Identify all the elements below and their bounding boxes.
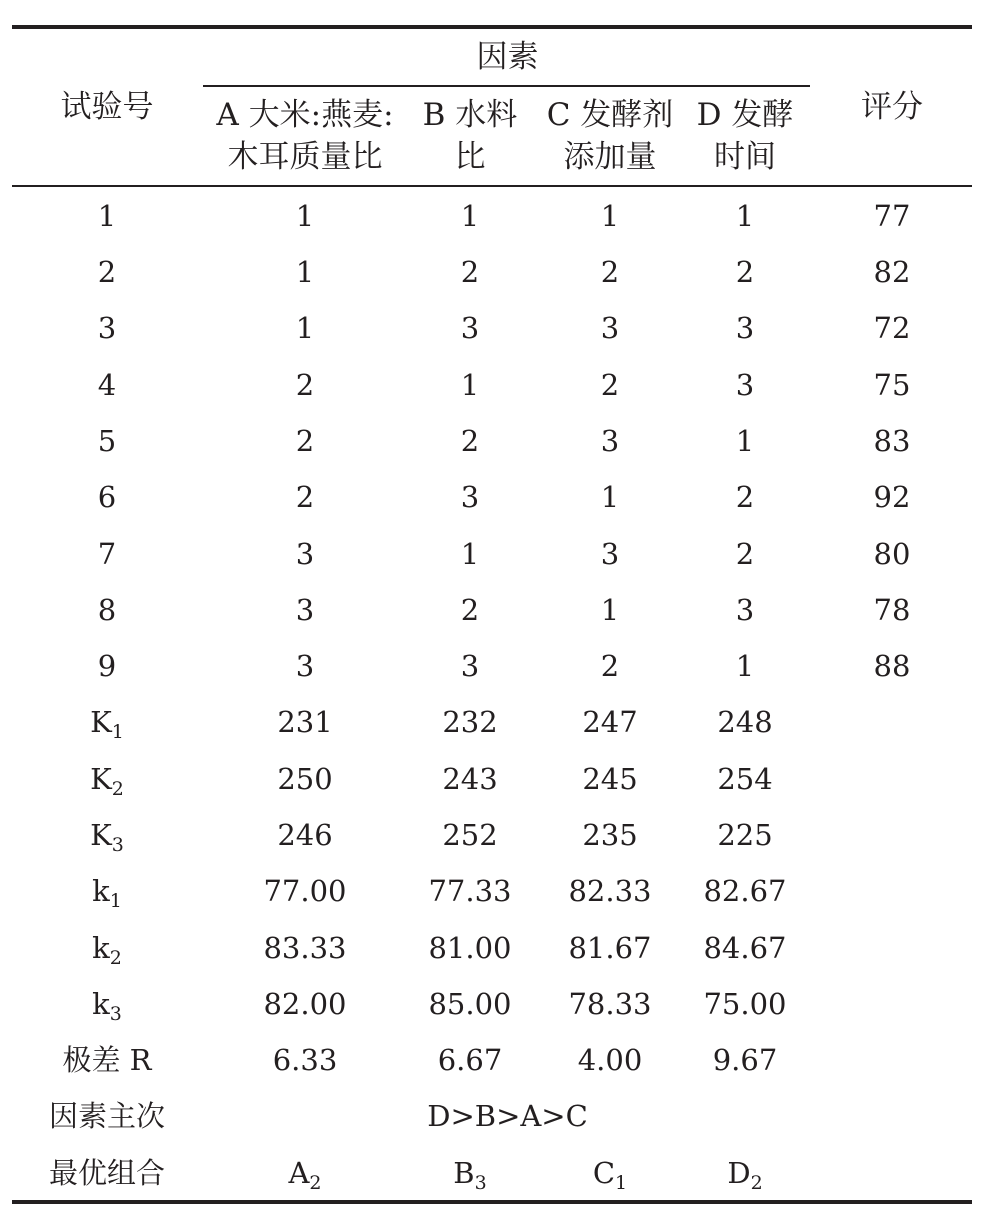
level-a: 3 — [295, 649, 315, 683]
sum-a: 250 — [277, 762, 333, 796]
label-base: k — [92, 874, 110, 908]
sum-c: 245 — [582, 762, 638, 796]
mean-c: 81.67 — [568, 931, 652, 965]
mean-a: 77.00 — [263, 874, 347, 908]
level-c: 1 — [600, 199, 620, 233]
header-score: 评分 — [861, 89, 923, 125]
level-b: 2 — [460, 255, 480, 289]
factor-group-rule — [203, 85, 810, 87]
sum-b: 243 — [442, 762, 498, 796]
sum-c: 247 — [582, 705, 638, 739]
label-subscript: 2 — [111, 778, 124, 800]
score: 72 — [873, 311, 911, 345]
level-subscript: 2 — [309, 1172, 322, 1194]
header-factor-c-line1: C 发酵剂 — [546, 97, 674, 133]
score: 75 — [873, 368, 911, 402]
level-c: 3 — [600, 537, 620, 571]
level-base: C — [592, 1156, 616, 1190]
level-d: 2 — [735, 255, 755, 289]
trial-no: 2 — [97, 255, 117, 289]
range-b: 6.67 — [437, 1043, 503, 1077]
sum-c: 235 — [582, 818, 638, 852]
header-trial-no: 试验号 — [60, 89, 154, 125]
level-c: 2 — [600, 255, 620, 289]
level-a: 1 — [295, 255, 315, 289]
label-base: K — [90, 705, 112, 739]
level-d: 3 — [735, 311, 755, 345]
row-label-K3 — [12, 819, 202, 861]
header-factor-d-line1: D 发酵 — [696, 97, 794, 133]
mean-d: 82.67 — [703, 874, 787, 908]
label-base: K — [90, 762, 112, 796]
label-base: K — [90, 818, 112, 852]
row-label-k1 — [12, 875, 202, 917]
level-c: 3 — [600, 311, 620, 345]
level-d: 1 — [735, 649, 755, 683]
sum-d: 248 — [717, 705, 773, 739]
level-b: 3 — [460, 480, 480, 514]
label-subscript: 3 — [111, 834, 124, 856]
optimal-c — [540, 1157, 680, 1199]
header-factor-b-line1: B 水料 — [422, 97, 518, 133]
header-factor-a-line1: A 大米:燕麦: — [216, 97, 394, 133]
level-base: A — [288, 1156, 310, 1190]
level-c: 3 — [600, 424, 620, 458]
trial-no: 5 — [97, 424, 117, 458]
level-b: 3 — [460, 311, 480, 345]
mean-b: 77.33 — [428, 874, 512, 908]
level-a: 3 — [295, 537, 315, 571]
mean-a: 83.33 — [263, 931, 347, 965]
level-base: D — [727, 1156, 751, 1190]
level-d: 3 — [735, 368, 755, 402]
range-d: 9.67 — [712, 1043, 778, 1077]
label-subscript: 2 — [109, 947, 122, 969]
sum-d: 254 — [717, 762, 773, 796]
sum-b: 232 — [442, 705, 498, 739]
level-d: 2 — [735, 537, 755, 571]
level-c: 2 — [600, 368, 620, 402]
optimal-label: 最优组合 — [48, 1156, 165, 1190]
level-d: 1 — [735, 199, 755, 233]
mean-b: 81.00 — [428, 931, 512, 965]
range-a: 6.33 — [272, 1043, 338, 1077]
trial-no: 1 — [97, 199, 117, 233]
level-a: 1 — [295, 311, 315, 345]
optimal-a — [205, 1157, 405, 1199]
optimal-b — [405, 1157, 535, 1199]
table-bottom-rule — [12, 1200, 972, 1204]
score: 83 — [873, 424, 911, 458]
level-b: 1 — [460, 199, 480, 233]
score: 80 — [873, 537, 911, 571]
header-bottom-rule — [12, 185, 972, 187]
level-c: 1 — [600, 480, 620, 514]
row-label-k3 — [12, 988, 202, 1030]
table-top-rule — [12, 25, 972, 29]
label-subscript: 3 — [109, 1003, 122, 1025]
sum-a: 231 — [277, 705, 333, 739]
trial-no: 4 — [97, 368, 117, 402]
header-factor-c-line2: 添加量 — [563, 139, 657, 175]
score: 77 — [873, 199, 911, 233]
mean-c: 78.33 — [568, 987, 652, 1021]
trial-no: 9 — [97, 649, 117, 683]
trial-no: 6 — [97, 480, 117, 514]
header-factor-d-line2: 时间 — [714, 139, 776, 175]
label-subscript: 1 — [109, 890, 122, 912]
level-c: 1 — [600, 593, 620, 627]
level-subscript: 1 — [615, 1172, 628, 1194]
score: 78 — [873, 593, 911, 627]
label-base: k — [92, 987, 110, 1021]
level-a: 1 — [295, 199, 315, 233]
label-base: k — [92, 931, 110, 965]
mean-a: 82.00 — [263, 987, 347, 1021]
sum-d: 225 — [717, 818, 773, 852]
row-label-K1 — [12, 706, 202, 748]
score: 88 — [873, 649, 911, 683]
level-b: 2 — [460, 593, 480, 627]
header-factor-group: 因素 — [476, 39, 539, 75]
order-value: D>B>A>C — [427, 1099, 588, 1133]
sum-a: 246 — [277, 818, 333, 852]
level-b: 2 — [460, 424, 480, 458]
trial-no: 3 — [97, 311, 117, 345]
level-base: B — [453, 1156, 475, 1190]
header-factor-b-line2: 比 — [454, 139, 486, 175]
mean-d: 75.00 — [703, 987, 787, 1021]
trial-no: 7 — [97, 537, 117, 571]
score: 82 — [873, 255, 911, 289]
label-subscript: 1 — [111, 721, 124, 743]
level-a: 2 — [295, 480, 315, 514]
mean-c: 82.33 — [568, 874, 652, 908]
optimal-d — [680, 1157, 810, 1199]
row-label-k2 — [12, 932, 202, 974]
level-subscript: 3 — [474, 1172, 487, 1194]
mean-b: 85.00 — [428, 987, 512, 1021]
level-d: 2 — [735, 480, 755, 514]
level-d: 1 — [735, 424, 755, 458]
level-d: 3 — [735, 593, 755, 627]
sum-b: 252 — [442, 818, 498, 852]
header-factor-a-line2: 木耳质量比 — [227, 139, 383, 175]
level-b: 3 — [460, 649, 480, 683]
score: 92 — [873, 480, 911, 514]
level-c: 2 — [600, 649, 620, 683]
level-subscript: 2 — [750, 1172, 763, 1194]
order-label: 因素主次 — [48, 1099, 165, 1133]
trial-no: 8 — [97, 593, 117, 627]
range-label: 极差 R — [62, 1043, 152, 1077]
row-label-K2 — [12, 763, 202, 805]
level-a: 3 — [295, 593, 315, 627]
range-c: 4.00 — [577, 1043, 643, 1077]
mean-d: 84.67 — [703, 931, 787, 965]
level-b: 1 — [460, 368, 480, 402]
level-a: 2 — [295, 424, 315, 458]
level-b: 1 — [460, 537, 480, 571]
level-a: 2 — [295, 368, 315, 402]
